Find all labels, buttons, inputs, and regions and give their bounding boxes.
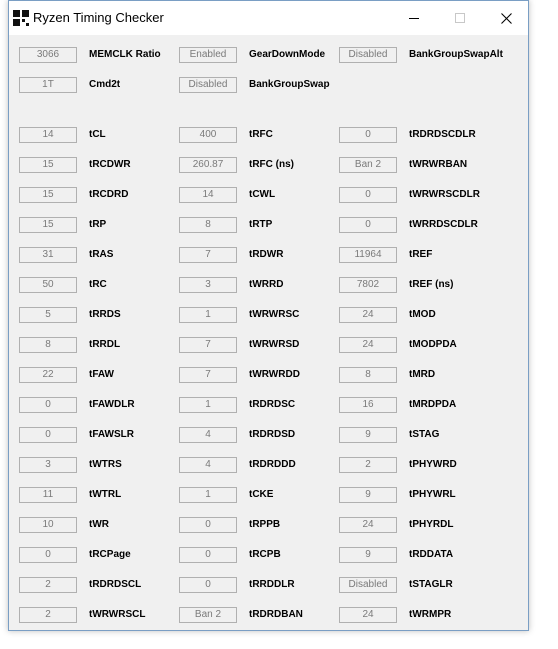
close-icon (501, 13, 512, 24)
trtp-label: tRTP (249, 219, 273, 230)
twr-label: tWR (89, 519, 109, 530)
trdrdsd-label: tRDRDSD (249, 429, 296, 440)
tphyrdl-label: tPHYRDL (409, 519, 454, 530)
window-title: Ryzen Timing Checker (33, 10, 164, 25)
trdwr-label: tRDWR (249, 249, 284, 260)
twrrd-label: tWRRD (249, 279, 284, 290)
tstaglr-label: tSTAGLR (409, 579, 453, 590)
tphywrl-value[interactable]: 9 (339, 487, 397, 503)
trrdl-value[interactable]: 8 (19, 337, 77, 353)
twrwrban-value[interactable]: Ban 2 (339, 157, 397, 173)
tcke-label: tCKE (249, 489, 274, 500)
tphywrd-label: tPHYWRD (409, 459, 457, 470)
tras-label: tRAS (89, 249, 114, 260)
tmrdpda-label: tMRDPDA (409, 399, 457, 410)
trdrdsd-value[interactable]: 4 (179, 427, 237, 443)
tmrd-value[interactable]: 8 (339, 367, 397, 383)
bankgroupswap-value[interactable]: Disabled (179, 77, 237, 93)
twrwrscl-value[interactable]: 2 (19, 607, 77, 623)
geardownmode-value[interactable]: Enabled (179, 47, 237, 63)
trdrddd-value[interactable]: 4 (179, 457, 237, 473)
trrddlr-label: tRRDDLR (249, 579, 295, 590)
maximize-button[interactable] (437, 1, 483, 35)
twrrd-value[interactable]: 3 (179, 277, 237, 293)
twtrs-label: tWTRS (89, 459, 122, 470)
tfawdlr-label: tFAWDLR (89, 399, 135, 410)
bankgroupswapalt-label: BankGroupSwapAlt (409, 49, 503, 60)
bankgroupswap-label: BankGroupSwap (249, 79, 330, 90)
tref-label: tREF (409, 249, 433, 260)
trc-label: tRC (89, 279, 107, 290)
trcdwr-label: tRCDWR (89, 159, 131, 170)
trrddlr-value[interactable]: 0 (179, 577, 237, 593)
twrrdscdlr-value[interactable]: 0 (339, 217, 397, 233)
bankgroupswapalt-value[interactable]: Disabled (339, 47, 397, 63)
trcpb-label: tRCPB (249, 549, 281, 560)
twrwrsc-label: tWRWRSC (249, 309, 300, 320)
trfc-label: tRFC (249, 129, 273, 140)
tstaglr-value[interactable]: Disabled (339, 577, 397, 593)
twrmpr-label: tWRMPR (409, 609, 452, 620)
tmrd-label: tMRD (409, 369, 436, 380)
tphywrd-value[interactable]: 2 (339, 457, 397, 473)
trfc-ns-label: tRFC (ns) (249, 159, 294, 170)
twrwrsd-value[interactable]: 7 (179, 337, 237, 353)
tmodpda-label: tMODPDA (409, 339, 457, 350)
trcdrd-value[interactable]: 15 (19, 187, 77, 203)
twtrl-value[interactable]: 11 (19, 487, 77, 503)
trrdl-label: tRRDL (89, 339, 121, 350)
trfc-value[interactable]: 400 (179, 127, 237, 143)
trdrddd-label: tRDRDDD (249, 459, 296, 470)
twrwrscl-label: tWRWRSCL (89, 609, 146, 620)
tfawdlr-value[interactable]: 0 (19, 397, 77, 413)
trddata-value[interactable]: 9 (339, 547, 397, 563)
tcwl-value[interactable]: 14 (179, 187, 237, 203)
twr-value[interactable]: 10 (19, 517, 77, 533)
tstag-value[interactable]: 9 (339, 427, 397, 443)
twrwrban-label: tWRWRBAN (409, 159, 468, 170)
maximize-icon (455, 13, 465, 23)
trdrdsc-value[interactable]: 1 (179, 397, 237, 413)
trcpb-value[interactable]: 0 (179, 547, 237, 563)
trdrdban-label: tRDRDBAN (249, 609, 303, 620)
twrwrdd-value[interactable]: 7 (179, 367, 237, 383)
trppb-value[interactable]: 0 (179, 517, 237, 533)
cmd2t-value[interactable]: 1T (19, 77, 77, 93)
tras-value[interactable]: 31 (19, 247, 77, 263)
tcke-value[interactable]: 1 (179, 487, 237, 503)
tfaw-label: tFAW (89, 369, 114, 380)
trdrdscl-value[interactable]: 2 (19, 577, 77, 593)
twrmpr-value[interactable]: 24 (339, 607, 397, 623)
tphyrdl-value[interactable]: 24 (339, 517, 397, 533)
geardownmode-label: GearDownMode (249, 49, 326, 60)
trppb-label: tRPPB (249, 519, 281, 530)
trcdwr-value[interactable]: 15 (19, 157, 77, 173)
twtrl-label: tWTRL (89, 489, 122, 500)
memclk-ratio-value[interactable]: 3066 (19, 47, 77, 63)
tphywrl-label: tPHYWRL (409, 489, 456, 500)
app-window (8, 0, 529, 631)
tcwl-label: tCWL (249, 189, 276, 200)
trp-label: tRP (89, 219, 107, 230)
cmd2t-label: Cmd2t (89, 79, 121, 90)
twtrs-value[interactable]: 3 (19, 457, 77, 473)
tref-ns-label: tREF (ns) (409, 279, 454, 290)
tmod-value[interactable]: 24 (339, 307, 397, 323)
minimize-icon (409, 13, 419, 23)
tcl-label: tCL (89, 129, 106, 140)
twrwrsd-label: tWRWRSD (249, 339, 300, 350)
app-icon (13, 10, 29, 26)
trc-value[interactable]: 50 (19, 277, 77, 293)
trdwr-value[interactable]: 7 (179, 247, 237, 263)
trcdrd-label: tRCDRD (89, 189, 129, 200)
trcpage-label: tRCPage (89, 549, 131, 560)
tmodpda-value[interactable]: 24 (339, 337, 397, 353)
close-button[interactable] (483, 1, 529, 35)
twrrdscdlr-label: tWRRDSCDLR (409, 219, 478, 230)
twrwrscdlr-value[interactable]: 0 (339, 187, 397, 203)
tref-value[interactable]: 11964 (339, 247, 397, 263)
trddata-label: tRDDATA (409, 549, 454, 560)
memclk-ratio-label: MEMCLK Ratio (89, 49, 161, 60)
timings-panel (9, 35, 528, 630)
tfawslr-label: tFAWSLR (89, 429, 134, 440)
trdrdban-value[interactable]: Ban 2 (179, 607, 237, 623)
tmod-label: tMOD (409, 309, 436, 320)
twrwrdd-label: tWRWRDD (249, 369, 300, 380)
tmrdpda-value[interactable]: 16 (339, 397, 397, 413)
trdrdsc-label: tRDRDSC (249, 399, 296, 410)
tfawslr-value[interactable]: 0 (19, 427, 77, 443)
twrwrsc-value[interactable]: 1 (179, 307, 237, 323)
trp-value[interactable]: 15 (19, 217, 77, 233)
trrds-label: tRRDS (89, 309, 121, 320)
trrds-value[interactable]: 5 (19, 307, 77, 323)
twrwrscdlr-label: tWRWRSCDLR (409, 189, 480, 200)
tcl-value[interactable]: 14 (19, 127, 77, 143)
title-bar[interactable] (9, 1, 528, 35)
tref-ns-value[interactable]: 7802 (339, 277, 397, 293)
tstag-label: tSTAG (409, 429, 440, 440)
trdrdscdlr-value[interactable]: 0 (339, 127, 397, 143)
minimize-button[interactable] (391, 1, 437, 35)
trdrdscl-label: tRDRDSCL (89, 579, 142, 590)
tfaw-value[interactable]: 22 (19, 367, 77, 383)
trtp-value[interactable]: 8 (179, 217, 237, 233)
trfc-ns-value[interactable]: 260.87 (179, 157, 237, 173)
trcpage-value[interactable]: 0 (19, 547, 77, 563)
trdrdscdlr-label: tRDRDSCDLR (409, 129, 476, 140)
